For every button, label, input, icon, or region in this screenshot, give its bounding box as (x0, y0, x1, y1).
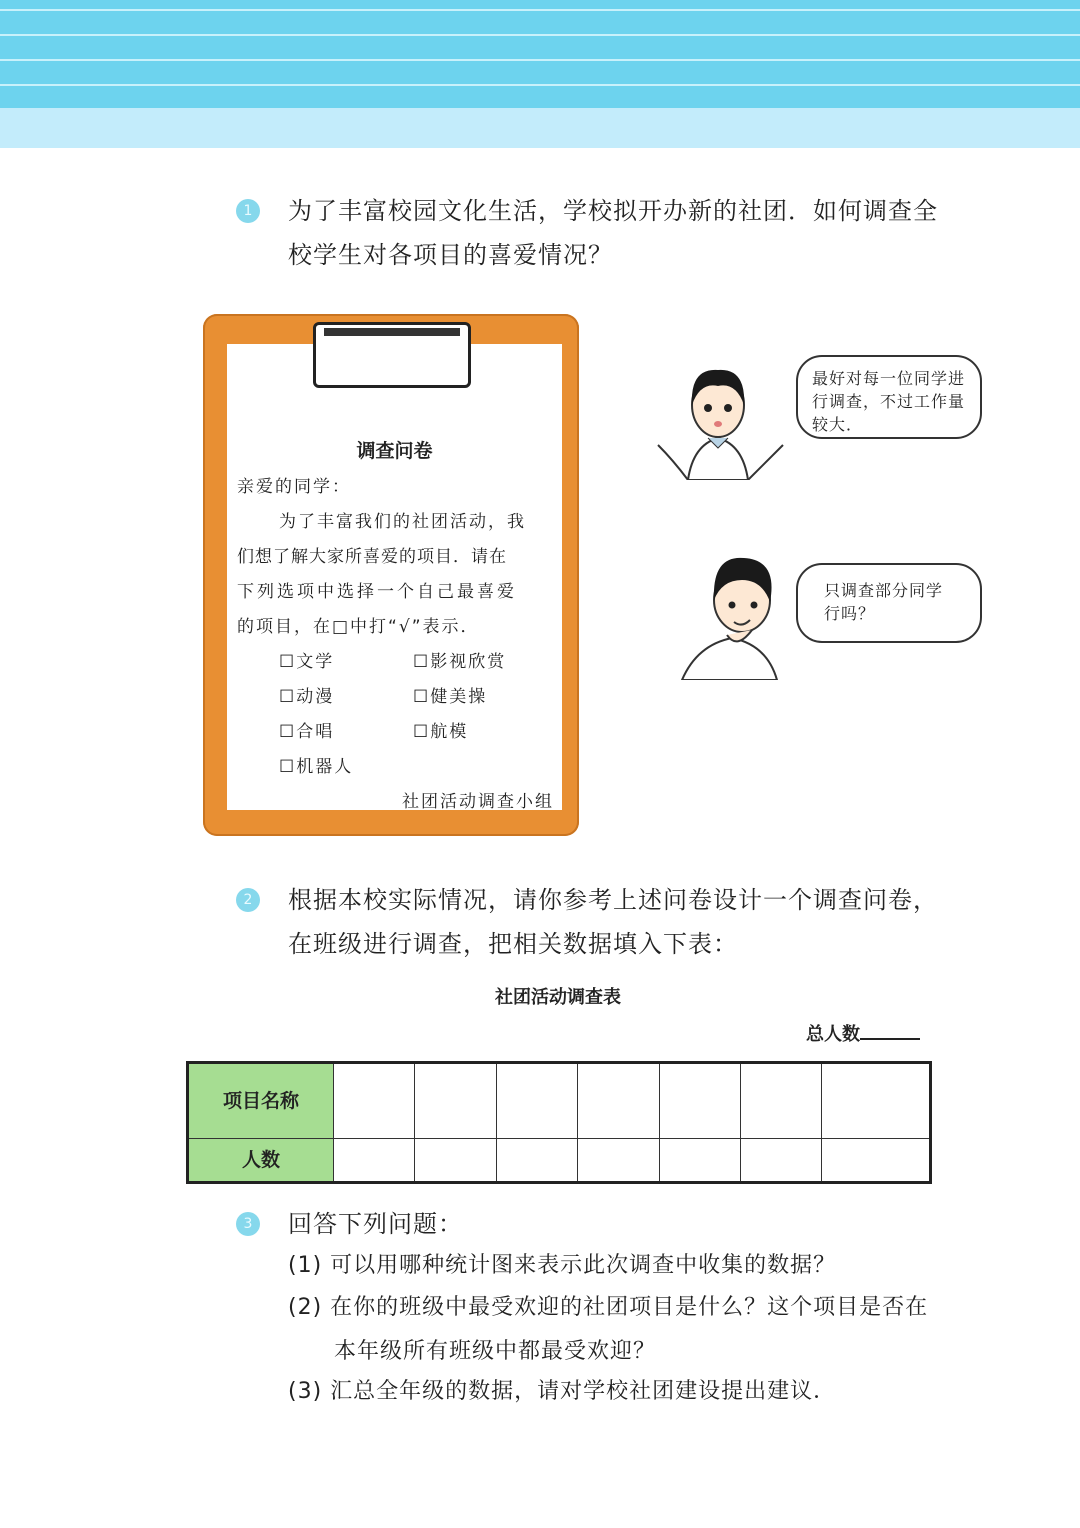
question-3-item: (2) 在你的班级中最受欢迎的社团项目是什么？这个项目是否在本年级所有班级中都最受欢迎？ (288, 1295, 929, 1364)
option-checkbox[interactable]: ☐动漫 (279, 687, 335, 707)
questionnaire-signature: 社团活动调查小组 (402, 792, 554, 812)
total-count-blank[interactable] (860, 1020, 920, 1040)
question-number-2: 2 (236, 888, 260, 912)
table-cell[interactable] (659, 1139, 740, 1183)
questionnaire-title: 调查问卷 (356, 440, 433, 462)
clipboard-clip (313, 322, 471, 388)
table-title: 社团活动调查表 (495, 987, 621, 1008)
table-cell[interactable] (659, 1063, 740, 1139)
table-cell[interactable] (496, 1139, 577, 1183)
table-cell[interactable] (415, 1063, 496, 1139)
table-cell[interactable] (415, 1139, 496, 1183)
question-3-item: (3) 汇总全年级的数据，请对学校社团建设提出建议． (288, 1379, 837, 1404)
girl-illustration (648, 350, 788, 480)
question-1-text: 为了丰富校园文化生活，学校拟开办新的社团．如何调查全校学生对各项目的喜爱情况？ (288, 197, 938, 269)
table-cell[interactable] (334, 1139, 415, 1183)
clipboard-questionnaire (203, 314, 579, 836)
table-cell[interactable] (741, 1063, 822, 1139)
table-cell[interactable] (334, 1063, 415, 1139)
questionnaire-line: 下列选项中选择一个自己最喜爱 (237, 582, 517, 602)
option-checkbox[interactable]: ☐文学 (279, 652, 335, 672)
question-3-item: (1) 可以用哪种统计图来表示此次调查中收集的数据？ (288, 1253, 837, 1278)
row-header-count: 人数 (188, 1139, 334, 1183)
question-3-intro: 回答下列问题： (288, 1210, 463, 1238)
table-cell[interactable] (578, 1139, 659, 1183)
speech-bubble-boy: 只调查部分同学行吗？ (796, 563, 982, 643)
option-checkbox[interactable]: ☐航模 (413, 722, 469, 742)
boy-illustration (672, 550, 792, 680)
question-number-1: 1 (236, 199, 260, 223)
speech-bubble-girl: 最好对每一位同学进行调查，不过工作量较大． (796, 355, 982, 439)
option-checkbox[interactable]: ☐健美操 (413, 687, 488, 707)
header-band (0, 108, 1080, 148)
survey-table (186, 1061, 932, 1184)
questionnaire-line: 的项目，在□中打“√”表示． (237, 617, 480, 637)
option-checkbox[interactable]: ☐合唱 (279, 722, 335, 742)
questionnaire-paper (227, 344, 562, 810)
table-cell[interactable] (822, 1139, 931, 1183)
table-cell[interactable] (741, 1139, 822, 1183)
header-banner (0, 0, 1080, 108)
questionnaire-line: 为了丰富我们的社团活动，我 (279, 512, 526, 532)
question-2-text: 根据本校实际情况，请你参考上述问卷设计一个调查问卷，在班级进行调查，把相关数据填入下表： (288, 886, 938, 958)
question-number-3: 3 (236, 1212, 260, 1236)
questionnaire-greeting: 亲爱的同学： (237, 477, 351, 497)
option-checkbox[interactable]: ☐机器人 (279, 757, 354, 777)
option-checkbox[interactable]: ☐影视欣赏 (413, 652, 507, 672)
table-cell[interactable] (578, 1063, 659, 1139)
questionnaire-line: 们想了解大家所喜爱的项目．请在 (237, 547, 507, 567)
row-header-project-name: 项目名称 (188, 1063, 334, 1139)
total-count-label: 总人数 (806, 1020, 920, 1046)
table-cell[interactable] (822, 1063, 931, 1139)
table-cell[interactable] (496, 1063, 577, 1139)
